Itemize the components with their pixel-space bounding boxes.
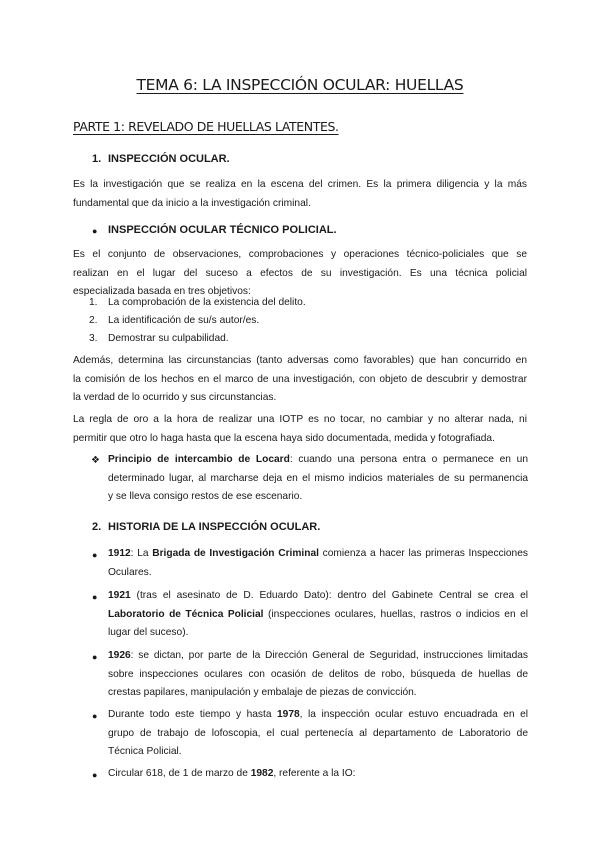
locard-principle [108,451,528,507]
history-item-1921 [108,587,528,643]
text-line: La regla de oro a la hora de realizar una IOTP es no tocar, no cambiar y no alterar nada, ni [73,414,527,425]
organization-name: Brigada de Investigación Criminal [152,548,319,559]
text-run: Durante todo este tiempo y hasta [108,709,277,720]
subsection-heading: INSPECCIÓN OCULAR TÉCNICO POLICIAL. [108,224,337,236]
text-run: , referente a la IO: [273,768,356,779]
text-run: : La [130,548,153,559]
text-line: grupo de trabajo de lofoscopia, el cual pertenecía al departamento de Laboratorio de [108,727,528,739]
year: 1982 [250,768,274,779]
text-line: la comisión de los hechos en el marco de una investigación, con objeto de descubrir y demostrar [73,373,527,385]
intro-paragraph [73,176,527,213]
history-item-1926 [108,647,528,703]
locard-term: Principio de intercambio de Locard [108,454,290,465]
text-line: realizan en el lugar del suceso a efectos de su investigación. Es una técnica policial [73,267,527,279]
document-title: TEMA 6: LA INSPECCIÓN OCULAR: HUELLAS [136,76,464,94]
golden-rule-paragraph [73,411,527,448]
text-line: Es la investigación que se realiza en la escena del crimen. Es la primera diligencia y la más [73,179,527,190]
text-line: especializada basada en tres objetivos: [73,286,251,298]
section-1-number: 1. [92,153,102,165]
text-run: (tras el asesinato de D. Eduardo Dato): dentro del Gabinete Central se crea el [130,590,528,601]
part-heading: PARTE 1: REVELADO DE HUELLAS LATENTES. [73,119,339,134]
bullet-icon: ● [92,550,98,560]
text-line: determinado lugar, al marcharse deja en el mismo indicios materiales de su permanencia [108,472,528,484]
text-line: Además, determina las circunstancias (tanto adversas como favorables) que han concurrido en [73,355,527,366]
section-1-heading: INSPECCIÓN OCULAR. [108,153,230,165]
text-run: : se dictan, por parte de la Dirección General de Seguridad, instrucciones limitadas [130,650,528,661]
text-line [108,451,528,470]
bullet-icon: ● [92,226,98,236]
text-line: y se lleva consigo restos de ese escenario. [108,491,303,503]
text-line: sobre inspecciones oculares con ocasión de delitos de robo, búsqueda de huellas de [108,668,528,680]
text-line: la verdad de lo ocurrido y sus circunstancias. [73,392,277,404]
history-item-1982 [108,765,528,784]
bullet-icon: ● [92,592,98,602]
text-line: Técnica Policial. [108,746,182,758]
text-run: (inspecciones oculares, huellas, rastros o indicios en el [263,608,528,620]
year: 1921 [108,590,131,601]
history-item-1978 [108,706,528,762]
text-line: permitir que otro lo haga hasta que la escena haya sido documentada, medida y fotografiada. [73,432,495,444]
section-2-heading: HISTORIA DE LA INSPECCIÓN OCULAR. [108,521,321,533]
diamond-bullet-icon: ❖ [91,455,100,466]
objective-number: 3. [89,333,98,344]
circumstances-paragraph [73,352,527,408]
text-line [108,587,528,606]
text-run: : cuando una persona entra o permanece en un [289,454,528,465]
history-item-1912 [108,545,528,582]
bullet-icon: ● [92,652,98,662]
objective-text: La comprobación de la existencia del delito. [108,297,306,308]
objective-number: 2. [89,315,98,326]
objective-number: 1. [89,297,98,308]
bullet-icon: ● [92,711,98,721]
text-line: Es el conjunto de observaciones, comprobaciones y operaciones técnico-policiales que se [73,249,527,260]
organization-name: Laboratorio de Técnica Policial [108,608,264,620]
text-line [108,606,528,625]
objective-text: La identificación de su/s autor/es. [108,315,260,326]
text-line [108,765,528,784]
text-line: fundamental que da inicio a la investigación criminal. [73,197,311,209]
text-line: Oculares. [108,566,152,578]
text-line: lugar del suceso). [108,627,189,639]
bullet-icon: ● [92,770,98,780]
definition-paragraph [73,246,527,302]
year: 1926 [108,650,131,661]
text-line: crestas papilares, manipulación y embalaje de piezas de convicción. [108,687,417,699]
text-run: comienza a hacer las primeras Inspecciones [318,548,528,559]
section-2-number: 2. [92,521,102,533]
year: 1912 [108,548,131,559]
text-line [108,706,528,725]
text-run: Circular 618, de 1 de marzo de [108,768,251,779]
year: 1978 [277,709,300,720]
text-line [108,647,528,666]
text-run: , la inspección ocular estuvo encuadrada en el [299,709,528,720]
text-line [108,545,528,564]
objective-text: Demostrar su culpabilidad. [108,333,229,344]
